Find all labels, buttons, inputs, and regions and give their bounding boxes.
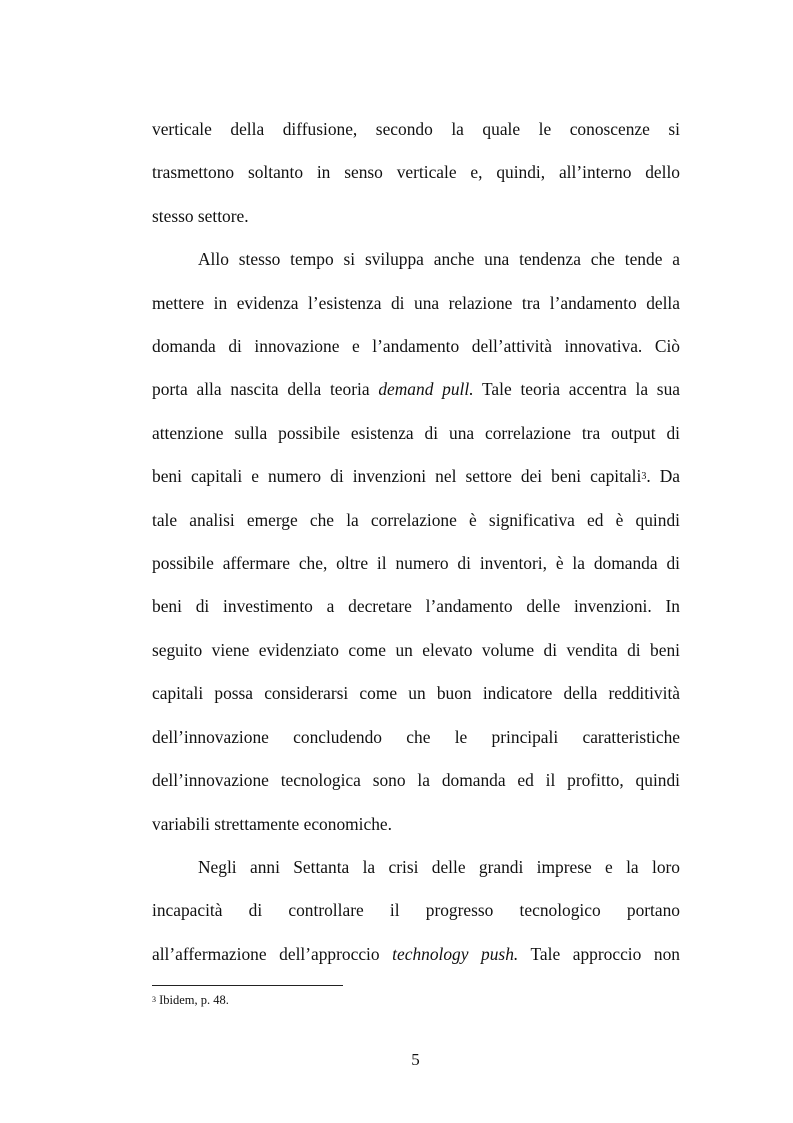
paragraph-2-line-2: mettere in evidenza l’esistenza di una relazione tra l’andamento della <box>152 292 680 313</box>
paragraph-2-line-10: seguito viene evidenziato come un elevato volume di vendita di beni <box>152 639 680 660</box>
footnote <box>152 992 229 1008</box>
line-text: Tale approccio non <box>518 943 680 964</box>
footnote-text: Ibidem, p. 48. <box>156 993 229 1007</box>
line-text: all’affermazione dell’approccio <box>152 943 393 964</box>
paragraph-1-line-2: trasmettono soltanto in senso verticale e, quindi, all’interno dello <box>152 162 680 183</box>
paragraph-2-line-14: variabili strettamente economiche. <box>152 813 392 834</box>
paragraph-3-line-1: Negli anni Settanta la crisi delle grandi imprese e la loro <box>198 856 680 877</box>
line-text: beni capitali e numero di invenzioni nel settore dei beni capitali <box>152 466 642 487</box>
line-text: . Da <box>646 466 680 487</box>
paragraph-2-line-13: dell’innovazione tecnologica sono la domanda ed il profitto, quindi <box>152 770 680 791</box>
paragraph-2-line-6 <box>152 455 680 498</box>
paragraph-2-line-8: possibile affermare che, oltre il numero di inventori, è la domanda di <box>152 553 680 574</box>
paragraph-3-line-3 <box>152 933 680 976</box>
paragraph-2-line-9: beni di investimento a decretare l’andamento delle invenzioni. In <box>152 596 680 617</box>
footnote-number: 3 <box>152 995 156 1004</box>
paragraph-1-line-3: stesso settore. <box>152 205 249 226</box>
paragraph-1-line-1: verticale della diffusione, secondo la quale le conoscenze si <box>152 119 680 139</box>
paragraph-2-line-5: attenzione sulla possibile esistenza di una correlazione tra output di <box>152 422 680 443</box>
paragraph-2-line-12: dell’innovazione concludendo che le principali caratteristiche <box>152 726 680 747</box>
line-text: porta alla nascita della teoria <box>152 379 379 400</box>
paragraph-3-line-2: incapacità di controllare il progresso tecnologico portano <box>152 900 680 921</box>
line-text: Tale teoria accentra la sua <box>473 379 680 400</box>
paragraph-2-line-3: domanda di innovazione e l’andamento dell’attività innovativa. Ciò <box>152 336 680 357</box>
italic-term-demand-pull: demand pull. <box>378 379 474 400</box>
page-body <box>152 108 680 976</box>
paragraph-2-line-11: capitali possa considerarsi come un buon indicatore della redditività <box>152 683 680 704</box>
paragraph-2-line-4 <box>152 368 680 411</box>
footnote-reference: 3 <box>641 471 647 483</box>
footnote-separator <box>152 985 343 986</box>
page-number: 5 <box>411 1050 420 1069</box>
paragraph-2-line-1: Allo stesso tempo si sviluppa anche una tendenza che tende a <box>198 249 680 270</box>
paragraph-2-line-7: tale analisi emerge che la correlazione è significativa ed è quindi <box>152 509 680 530</box>
italic-term-technology-push: technology push. <box>392 943 519 964</box>
